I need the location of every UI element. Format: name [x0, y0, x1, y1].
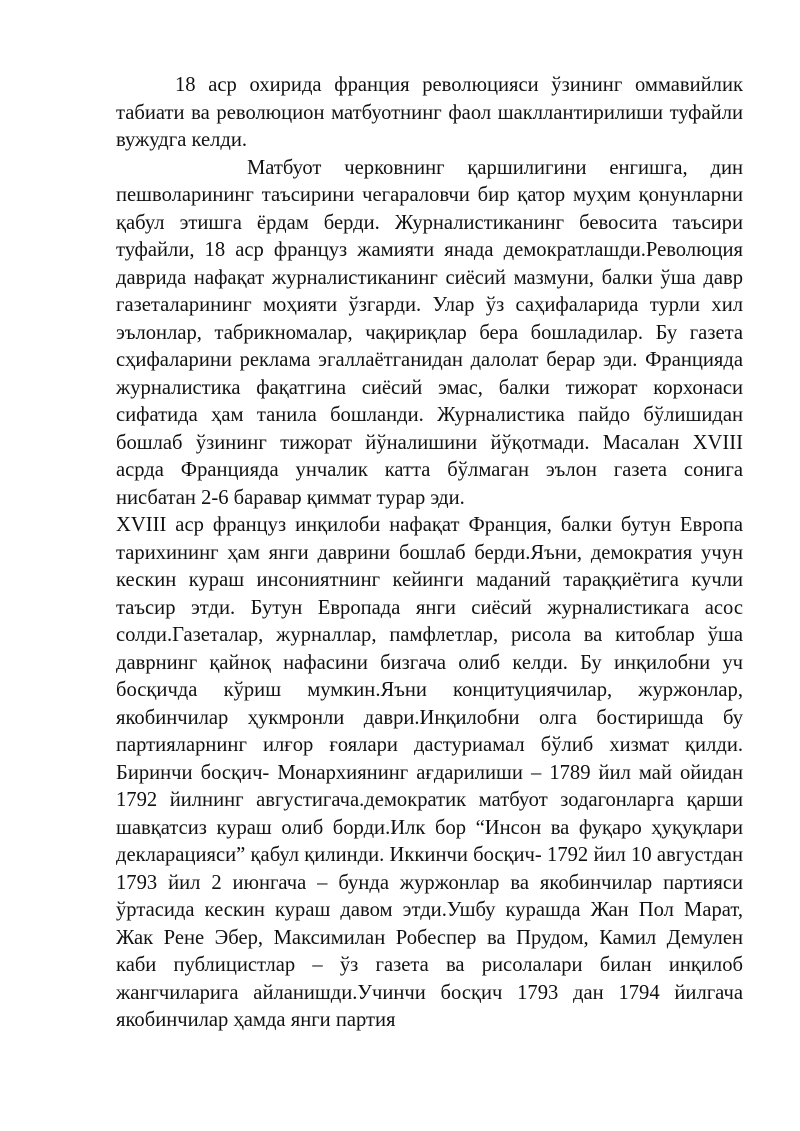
- document-page: [116, 72, 743, 1035]
- paragraph-3: XVIII аср француз инқилоби нафақат Франция, балки бутун Европа тарихининг ҳам янги даврини бошлаб берди.Яъни, демократия учун кескин кураш инсониятнинг кейинги маданий тараққиётига кучли таъсир этди. Бутун Европада янги сиёсий журналистикага асос солди.Газеталар, журналлар, памфлетлар, рисола ва китоблар ўша даврнинг қайноқ нафасини бизгача олиб келди. Бу инқилобни уч босқичда кўриш мумкин.Яъни концитуциячилар, журжонлар, якобинчилар ҳукмронли даври.Инқилобни олга бостиришда бу партияларнинг илғор ғоялари дастуриамал бўлиб хизмат қилди. Биринчи босқич- Монархиянинг ағдарилиши – 1789 йил май ойидан 1792 йилнинг августигача.демократик матбуот зодагонларга қарши шавқатсиз кураш олиб борди.Илк бор “Инсон ва фуқаро ҳуқуқлари декларацияси” қабул қилинди. Иккинчи босқич- 1792 йил 10 августдан 1793 йил 2 июнгача – бунда журжонлар ва якобинчилар партияси ўртасида кескин кураш давом этди.Ушбу курашда Жан Пол Марат, Жак Рене Эбер, Максимилан Робеспер ва Прудом, Камил Демулен каби публицистлар – ўз газета ва рисолалари билан инқилоб жангчиларига айланишди.Учинчи босқич 1793 дан 1794 йилгача якобинчилар ҳамда янги партия: [116, 514, 743, 1031]
- paragraph-2: Матбуот черковнинг қаршилигини енгишга, дин пешволарининг таъсирини чегараловчи бир қатор муҳим қонунларни қабул этишга ёрдам берди. Журналистиканинг бевосита таъсири туфайли, 18 аср француз жамияти янада демократлашди.Революция даврида нафақат журналистиканинг сиёсий мазмуни, балки ўша давр газеталарининг моҳияти ўзгарди. Улар ўз саҳифаларида турли хил эълонлар, табрикномалар, чақириқлар бера бошладилар. Бу газета сҳифаларини реклама эгаллаётганидан далолат берар эди. Францияда журналистика фақатгина сиёсий эмас, балки тижорат корхонаси сифатида ҳам танила бошланди. Журналистика пайдо бўлишидан бошлаб ўзининг тижорат йўналишини йўқотмади. Масалан XVIII асрда Францияда унчалик катта бўлмаган эълон газета сонига нисбатан 2-6 баравар қиммат турар эди.: [116, 156, 743, 509]
- paragraph-1: 18 аср охирида франция революцияси ўзининг оммавийлик табиати ва революцион матбуотнинг фаол шакллантирилиши туфайли вужудга келди.: [116, 74, 743, 151]
